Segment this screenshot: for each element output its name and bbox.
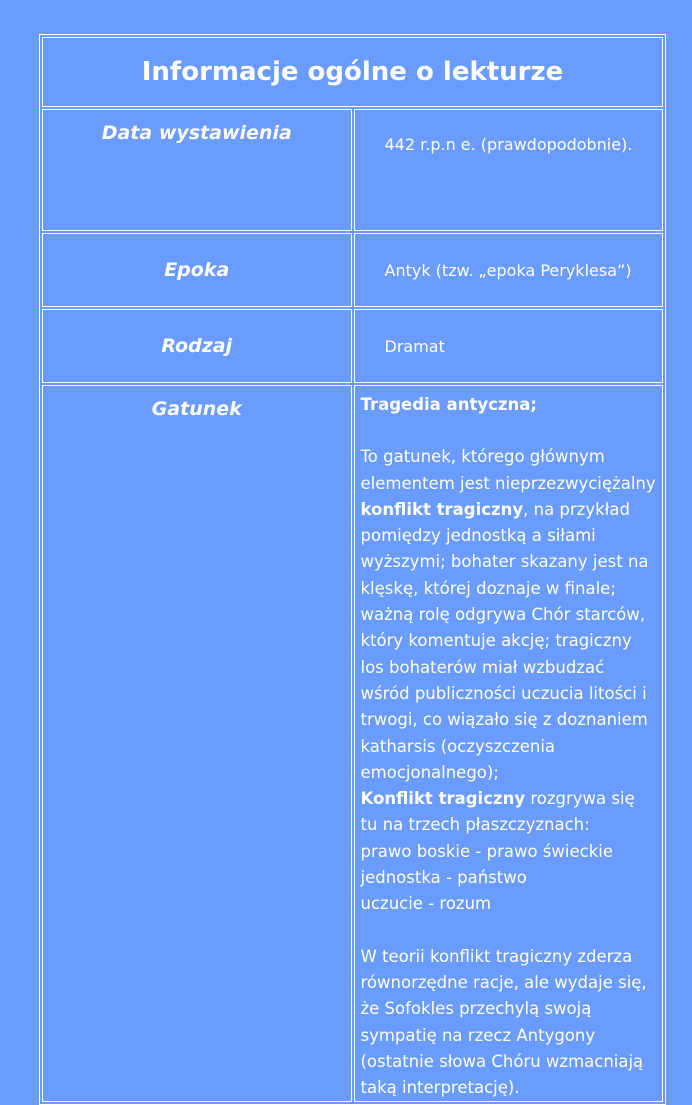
genre-text-bold: konflikt tragiczny (360, 499, 524, 519)
row-data-wystawienia (42, 109, 663, 231)
row-epoka (42, 233, 663, 307)
spacer (361, 918, 657, 944)
genre-text-part: , na przykład pomiędzy jednostką a siłami wyższymi; bohater skazany jest na klęskę, której doznaje w finale; ważną rolę odgrywa Chór starców, który komentuje akcję; tragiczny los bohaterów miał wzbudzać wśród publiczności uczucia litości i trwogi, co wiązało się z doznaniem katharsis (oczyszczenia emocjonalnego); (360, 499, 649, 782)
row-gatunek (42, 385, 663, 1102)
conflict-intro (361, 786, 657, 839)
value-data-wystawienia: 442 r.p.n e. (prawdopodobnie). (354, 109, 664, 231)
info-table-container (39, 34, 666, 1105)
value-gatunek (354, 385, 664, 1102)
label-epoka: Epoka (42, 233, 352, 307)
genre-text-part: To gatunek, którego głównym elementem jest nieprzezwyciężalny (360, 447, 656, 493)
label-rodzaj: Rodzaj (42, 309, 352, 383)
row-rodzaj (42, 309, 663, 383)
info-table (39, 34, 666, 1105)
value-rodzaj: Dramat (354, 309, 664, 383)
value-epoka: Antyk (tzw. „epoka Peryklesa”) (354, 233, 664, 307)
conflict-bold: Konflikt tragiczny (360, 789, 526, 809)
table-title: Informacje ogólne o lekturze (42, 37, 663, 107)
label-gatunek: Gatunek (42, 385, 352, 1102)
genre-heading: Tragedia antyczna; (360, 395, 537, 414)
label-data-wystawienia: Data wystawienia (42, 109, 352, 231)
title-row (42, 37, 663, 107)
plane-item: prawo boskie - prawo świeckie (360, 841, 613, 861)
conflict-text: rozgrywa się tu na trzech płaszczyznach: (360, 789, 635, 835)
genre-description (361, 444, 657, 786)
plane-item: jednostka - państwo (360, 868, 527, 888)
spacer (361, 418, 657, 444)
genre-conclusion: W teorii konflikt tragiczny zderza równorzędne racje, ale wydaje się, że Sofokles przechylą swoją sympatię na rzecz Antygony (ostatnie słowa Chóru wzmacniają taką interpretację). (360, 946, 647, 1098)
plane-item: uczucie - rozum (360, 894, 492, 914)
